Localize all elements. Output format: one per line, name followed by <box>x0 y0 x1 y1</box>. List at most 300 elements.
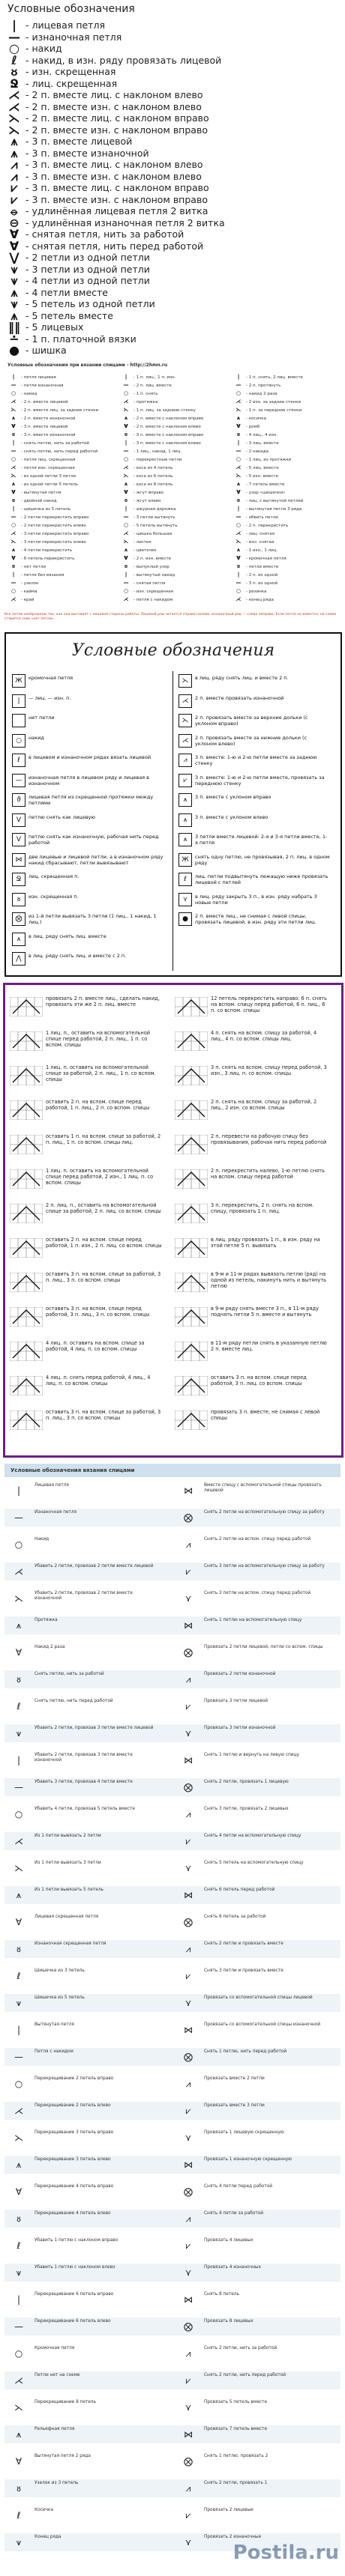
sheet-item-label: - 2 п. вместе лиц. за задние стенки <box>21 408 99 413</box>
stitch-symbol-icon: ○ <box>14 1539 23 1550</box>
table-left-label: Шишечка из 5 петель <box>34 1995 85 2000</box>
two-from-one-icon: ⋁ <box>9 250 20 264</box>
stitch-symbol-icon: ○ <box>236 456 242 462</box>
chart-glyph <box>175 1273 208 1292</box>
sheet-item-label: - накид 2 раза <box>246 392 278 396</box>
legend-label: - 2 п. вместе изн. с наклоном влево <box>26 100 202 112</box>
table-left-label: Убавить 4 петли, провязав 5 петель вместе <box>34 1807 135 1811</box>
sheet-item <box>231 447 340 455</box>
chart-glyph-icon <box>175 1204 208 1223</box>
legend-cell <box>178 714 336 730</box>
stitch-symbol-icon: ℓ <box>16 2240 21 2251</box>
table-left-label: Снять петлю, нить перед работой <box>34 1699 113 1703</box>
chart-glyph-icon <box>10 1376 43 1395</box>
stitch-symbol-icon: ○ <box>14 2348 23 2359</box>
purple-frame <box>3 983 344 1458</box>
sheet-item <box>231 414 340 422</box>
legend-cell-label: в лиц. ряду закрыть 3 п., в изн. ряду набрать 3 новые петли <box>195 893 317 906</box>
stitch-symbol-icon: ⋌ <box>10 398 16 404</box>
sheet-header: Условные обозначения при вязании спицами - http://2hmn.ru <box>8 363 168 368</box>
table-row <box>4 1967 340 1985</box>
stitch-symbol-icon: ⩚ <box>124 481 128 487</box>
cable-symbol-icon: ⨂ <box>184 2456 193 2467</box>
table-left-label: Протяжка <box>34 1618 58 1622</box>
legend-cell <box>178 774 336 790</box>
twisted-knit-icon: Ջ <box>10 76 19 91</box>
legend-cell <box>12 714 170 730</box>
stitch-symbol-icon: ⋌ <box>14 2106 23 2116</box>
cable-symbol-icon: ⋎ <box>184 1728 192 1739</box>
table-left-label: Убавить 3 петли, провязав 4 петли вместе <box>34 1780 133 1784</box>
stitch-symbol-icon: ○ <box>236 522 242 528</box>
purple-item <box>175 1030 328 1064</box>
sheet-item <box>118 439 227 447</box>
table-right-label: Снять 1 петлю, провязать 2 <box>204 2454 268 2458</box>
stitch-symbol-icon: ⋋ <box>10 539 16 545</box>
cable-symbol-icon: ⨂ <box>184 1917 193 1927</box>
legend-cell <box>12 754 170 770</box>
p3tog-right-icon: ⩗ <box>10 192 18 207</box>
table-row <box>4 2237 340 2255</box>
stitch-symbol-icon: ᴕ <box>124 431 128 437</box>
legend-cell <box>178 912 336 929</box>
sheet-item <box>118 554 227 563</box>
legend-cell-label: 2 п. провязать вместе за нижние дольки (с уклоном влево) <box>195 734 308 747</box>
table-left-label: Убавить 2 петли, провязав 3 петли вместе лицевой <box>34 1726 154 1730</box>
stitch-symbol-icon: ⩛ <box>16 1728 22 1739</box>
stitch-symbol-icon: | <box>237 440 240 446</box>
table-right-label: Провязать 1 изнаночную скрещенную <box>204 2157 292 2162</box>
sheet-item <box>6 406 115 414</box>
sheet-item <box>6 398 115 406</box>
stitch-box-icon: ⋈ <box>12 853 26 867</box>
legend-cell-label: лиц. скрещенная п. <box>28 873 80 879</box>
sheet-item <box>118 538 227 546</box>
purple-item-label: в лиц. ряду провязать 1 п., в изн. ряду на этой петле 5 п. вывязать <box>211 1237 320 1249</box>
sheet-item <box>231 538 340 546</box>
stitch-symbol-icon: | <box>16 1755 21 1766</box>
sheet-item-label: - край <box>21 598 34 602</box>
table-left-label: Убавить 2 петли, провязав 2 петли вместе изнаночной <box>34 1591 133 1601</box>
sheet-item <box>118 497 227 505</box>
purple-item-label: в 9-м и 11-м рядах вывязать петлю (ряд) на одной из петель, накинуть нить и вытянуть петлю <box>211 1271 327 1289</box>
cable-symbol-icon: ⩘ <box>185 2483 191 2494</box>
chart-glyph-icon <box>10 1273 43 1292</box>
purple-item <box>10 1030 164 1064</box>
chart-glyph-icon <box>10 1169 43 1189</box>
sheet-item <box>118 571 227 579</box>
cable-symbol-icon: ⨂ <box>184 1512 193 1523</box>
sheet-item-label: - 2 п. вместе с наклоном вправо <box>134 416 204 421</box>
sheet-item-label: - 1 п. лиц., 1 п. изн. <box>134 375 176 380</box>
sheet-item-label: - выпуклый узор <box>134 565 170 569</box>
stitch-symbol-icon: | <box>16 2025 21 2035</box>
chart-glyph <box>10 1376 43 1395</box>
chart-glyph-icon <box>10 1307 43 1327</box>
table-row <box>4 1832 340 1850</box>
stitch-symbol-icon: ⋋ <box>14 2133 23 2143</box>
table-right-label: Вместе спицу с вспомогательной спицы провязать лицевой <box>204 1483 322 1493</box>
legend-label: - 5 лицевых <box>26 321 84 333</box>
stitch-box-icon: ⋎ <box>178 893 192 906</box>
table-row <box>4 1563 340 1581</box>
sheet-item <box>118 464 227 472</box>
stitch-symbol-icon: — <box>123 580 129 586</box>
stitch-symbol-icon: ∀ <box>236 489 241 495</box>
sheet-item <box>231 390 340 398</box>
legend-label: - 4 петли из одной петли <box>26 275 150 286</box>
legend-cell-label: 2 п. вместе провязать изнаночной <box>195 694 284 701</box>
twisted-purl-icon: ᴕ <box>10 64 18 79</box>
legend-cell-label: лиц. петли подвытянуть лежащую ниже провязать лицевой с петлей <box>195 873 328 885</box>
table-left-label: Из 1 петли вывязать 2 петли <box>34 1834 101 1838</box>
stitch-symbol-icon: — <box>236 514 242 520</box>
stitch-symbol-icon: ⋋ <box>14 1593 23 1604</box>
chart-glyph <box>175 1307 208 1327</box>
stitch-symbol-icon: ⩚ <box>124 415 128 421</box>
chart-glyph-icon <box>10 1204 43 1223</box>
stitch-box-icon: ⋀ <box>12 952 26 966</box>
table-right-label: Снять 6 петель за работой <box>204 1915 266 1919</box>
table-row <box>4 2452 340 2470</box>
stitch-symbol-icon: | <box>12 572 15 578</box>
table-left-label: Из 1 петли вывязать 5 петель <box>34 1888 104 1892</box>
sheet-item <box>231 439 340 447</box>
legend-cell-label: кромочная петля <box>28 675 74 681</box>
table-left-label: Вытянутая петля 2 ряда <box>34 2454 91 2458</box>
chart-glyph <box>10 1342 43 1361</box>
sheet-item <box>231 563 340 571</box>
stitch-symbol-icon: ∀ <box>15 1647 22 1658</box>
table-header <box>4 1464 340 1477</box>
chart-glyph <box>10 1307 43 1327</box>
sheet-item <box>6 414 115 422</box>
sheet-item <box>6 447 115 455</box>
legend-label: - 3 п. вместе лиц. с наклоном вправо <box>26 182 209 193</box>
table-row <box>4 2425 340 2443</box>
stitch-symbol-icon: — <box>10 514 16 520</box>
sheet-item-label: - ромб <box>246 425 260 429</box>
stitch-symbol-icon: ○ <box>236 390 242 396</box>
sheet-item-label: - вытянутая петля <box>21 491 62 495</box>
five-from-one-icon: ⩛ <box>10 297 18 311</box>
stitch-symbol-icon: | <box>12 506 15 512</box>
legend-cell <box>12 793 170 810</box>
sheet-item-label: - изн. скрещенная <box>134 590 173 594</box>
p2tog-right-icon: ⋋ <box>8 122 20 137</box>
sheet-item <box>6 521 115 530</box>
legend-cell-label: 3 п. вместе: 1-ю и 2-ю петли вместе, провязать за переднюю стенку <box>195 774 325 787</box>
sheet-item-label: - из одной петли 3 петли <box>21 474 76 479</box>
stitch-box-icon: ⋌ <box>178 694 192 708</box>
purple-item <box>175 1133 328 1168</box>
legend-cell <box>178 873 336 889</box>
sheet-item-label: - 2 п. изн. вместе <box>134 557 172 561</box>
table-row <box>4 1940 340 1958</box>
legend-title: Условные обозначения <box>8 3 135 15</box>
purple-item-label: 1 лиц. п., оставить на вспомогательной спице перед работой, 2 п. лиц., 1 п. со вспом. спицы <box>46 1030 151 1048</box>
table-row <box>4 2372 340 2389</box>
sheet-item <box>6 472 115 480</box>
sheet-item <box>6 546 115 554</box>
stitch-symbol-icon: ⋋ <box>14 1863 23 1873</box>
sheet-item <box>231 546 340 554</box>
stitch-symbol-icon: ⩚ <box>237 481 240 487</box>
stitch-symbol-icon: ∀ <box>236 555 241 561</box>
p3tog-left-icon: ⩘ <box>10 169 18 184</box>
stitch-symbol-icon: ᴕ <box>12 563 15 569</box>
chart-glyph <box>10 1273 43 1292</box>
legend-label: - 3 п. вместе изн. с наклоном влево <box>26 170 202 182</box>
table-left-label: Накид <box>34 1537 50 1542</box>
purple-item <box>10 1271 164 1306</box>
chart-glyph <box>175 1342 208 1361</box>
framed-legend <box>0 628 345 980</box>
stitch-box-icon: ⩚ <box>178 813 192 827</box>
sheet-column-3 <box>231 373 340 604</box>
sheet-item-label: - 6 петель перекрестить <box>21 557 75 561</box>
table-left-label: Убавить 1 петлю с наклоном влево <box>34 2265 116 2270</box>
sheet-item <box>118 587 227 595</box>
sheet-item <box>231 431 340 439</box>
table-header-text: Условные обозначения вязания спицами <box>10 1467 135 1473</box>
stitch-box-icon: ⋌ <box>178 734 192 748</box>
stitch-symbol-icon: — <box>123 448 129 454</box>
stitch-symbol-icon: ⋋ <box>236 539 242 545</box>
stitch-symbol-icon: ⩚ <box>12 481 15 487</box>
table-legend <box>0 1459 345 2576</box>
sheet-item-label: - 2 п. лиц. вместе <box>134 384 172 388</box>
cable-symbol-icon: ⋈ <box>184 1620 193 1631</box>
chart-glyph-icon <box>175 997 208 1016</box>
stitch-symbol-icon: ᴕ <box>124 563 128 569</box>
sheet-item <box>118 488 227 497</box>
sheet-item-label: - 2 п. вместе лицевой <box>21 400 68 404</box>
cable-symbol-icon: ⨂ <box>184 1647 193 1658</box>
legend-cell-label: накид <box>28 734 44 741</box>
table-right-label: Снять 2 петли на вспомогательную спицу за работу <box>204 1510 325 1515</box>
legend-cell <box>178 734 336 751</box>
stitch-symbol-icon: ⋌ <box>236 464 242 470</box>
purple-item <box>175 1409 328 1443</box>
sheet-item-label: - вытянутая петля 3 ряда <box>246 507 302 512</box>
legend-cell-label: в лиц. ряду снять лиц. вместе <box>28 933 106 939</box>
legend-label: - 2 п. вместе изн. с наклоном вправо <box>26 124 208 136</box>
chart-glyph <box>10 1238 43 1258</box>
stitch-symbol-icon: ∀ <box>15 1917 22 1927</box>
cable-symbol-icon: ⋈ <box>184 2294 193 2305</box>
table-right-label: Снять 2 петли, провязать 1 <box>204 2481 268 2485</box>
table-row <box>4 1589 340 1607</box>
stitch-symbol-icon: ⩚ <box>124 547 128 553</box>
sheet-item <box>6 390 115 398</box>
stitch-box-icon: V <box>12 813 26 827</box>
purple-item <box>10 1099 164 1133</box>
chart-glyph-icon <box>10 997 43 1016</box>
sheet-item <box>118 406 227 414</box>
purple-item <box>10 1306 164 1340</box>
chart-glyph <box>10 1100 43 1120</box>
sheet-column-2 <box>118 373 227 604</box>
table-left-label: Лицевая скрещенная петля <box>34 1915 99 1919</box>
chart-glyph-icon <box>175 1307 208 1327</box>
sheet-item-label: - 3 петли перекрестить вправо <box>21 532 89 536</box>
stitch-symbol-icon: ⩚ <box>237 415 240 421</box>
p3tog-icon: ⩚ <box>10 145 18 160</box>
stitch-symbol-icon: ⋋ <box>10 473 16 479</box>
table-row <box>4 1724 340 1742</box>
stitch-box-icon: — <box>12 774 26 787</box>
table-left-label: Перекрещивание 2 петель влево <box>34 2103 111 2108</box>
legend-label: - накид, в изн. ряду провязать лицевой <box>26 54 222 66</box>
sheet-item-label: - 3 п. из одной <box>246 581 278 586</box>
table-right-label: Снять 4 петли перед работой <box>204 2184 273 2189</box>
stitch-symbol-icon: ᴕ <box>237 563 240 569</box>
cable-symbol-icon: ⋎ <box>184 2133 192 2143</box>
purple-item-label: оставить 3 п. на вспом. спице за работой, 3 п. лиц., 3 п. со вспом. спицы <box>46 1271 161 1283</box>
table-right-label: Снять 1 петлю, нить перед работой <box>204 2049 287 2054</box>
sheet-item <box>6 595 115 604</box>
sheet-item <box>6 587 115 595</box>
table-right-label: Провязать со вспомогательной спицы изнаночной <box>204 2022 320 2027</box>
chart-glyph-icon <box>175 1238 208 1258</box>
table-left-label: Перекрещивание 6 петель влево <box>34 2319 111 2324</box>
stitch-symbol-icon: ℓ <box>16 2510 21 2521</box>
purple-item-label: оставить 2 п. на вспом. спице перед работой, 1 п. лиц., 2 п. со вспом. спицы <box>46 1099 150 1111</box>
table-right-label: Провязать 3 петли изнаночной <box>204 1726 276 1730</box>
k3tog-icon: ⩚ <box>10 134 18 148</box>
table-row <box>4 2075 340 2093</box>
stitch-symbol-icon: — <box>10 580 16 586</box>
sheet-item <box>118 521 227 530</box>
sheet-item <box>6 571 115 579</box>
sheet-item <box>231 571 340 579</box>
cable-symbol-icon: ⋎ <box>184 2402 192 2413</box>
sheet-item-label: - лиц. с вытянутой петлей <box>246 499 304 503</box>
sheet-item-label: - снять петлю, нить перед работой <box>21 449 98 454</box>
table-row <box>4 2291 340 2309</box>
legend-label: - 4 петли вместе <box>26 286 108 298</box>
stitch-symbol-icon: ∀ <box>236 423 241 429</box>
legend-label: - изн. скрещенная <box>26 66 116 77</box>
legend-cell <box>12 674 170 691</box>
sheet-item-label: - 1 п. за передние стенки <box>246 408 302 413</box>
legend-label: - изнаночная петля <box>26 31 122 43</box>
table-left-label: Из 1 петли вывязать 3 петли <box>34 1861 101 1865</box>
sheet-item <box>231 406 340 414</box>
stitch-symbol-icon: ⩛ <box>16 2537 22 2548</box>
legend-row <box>0 343 345 358</box>
sheet-item-label: - обвить петли <box>246 515 278 520</box>
table-left-label: Рельефная петля <box>34 2427 75 2431</box>
sheet-item-label: - косичка <box>246 416 266 421</box>
table-left-label: Узелок из 3 петель <box>34 2481 79 2485</box>
purple-item <box>175 1271 328 1306</box>
legend-cell-label: 2 п. вместе лиц., не снимая с левой спицы, провязать лицевой, в изн. ряду эти петли лиц. <box>195 913 316 925</box>
purple-item <box>175 1375 328 1409</box>
sheet-item <box>118 595 227 604</box>
sheet-item-label: - 2 петли перекрестить вправо <box>21 515 89 520</box>
circle-icon: ○ <box>9 41 20 55</box>
table-left-label: Убавить 2 петли, провязав 3 петли вместе изнаночной <box>34 1753 133 1763</box>
legend-cell-label: из 1-й петли вывязать 3 петли (1 лиц., 1 накид, 1 лиц.) <box>28 913 157 925</box>
sheet-item-label: - петля изнаночная <box>21 384 64 388</box>
cable-symbol-icon: ⋈ <box>184 1485 193 1496</box>
chart-glyph <box>175 1066 208 1085</box>
cable-symbol-icon: ⨂ <box>184 2052 193 2062</box>
sheet-item <box>118 390 227 398</box>
sheet-item-label: - ажурная дорожка <box>134 507 176 512</box>
sheet-item <box>118 505 227 513</box>
table-row <box>4 2318 340 2336</box>
sheet-item <box>231 530 340 538</box>
table-right-label: Провязать 7 петель вместе <box>204 2427 268 2431</box>
sheet-item <box>231 455 340 464</box>
sheet-item-label: - 4 петли перекрестить <box>21 548 73 553</box>
table-row <box>4 1482 340 1500</box>
stitch-symbol-icon: | <box>16 2294 21 2305</box>
k3tog-right-icon: ⩗ <box>10 181 18 195</box>
stitch-box-icon <box>12 714 26 727</box>
table-left-label: Перекрещивание 2 петель вправо <box>34 2076 114 2081</box>
sheet-item-label: - жгут влево <box>134 499 161 503</box>
stitch-symbol-icon: ⩚ <box>16 2160 22 2170</box>
table-row <box>4 1913 340 1931</box>
stitch-box-icon: ⋋ <box>178 674 192 688</box>
legend-label: - 3 п. вместе изнаночной <box>26 147 149 159</box>
stitch-symbol-icon: — <box>14 1782 23 1792</box>
chart-glyph <box>10 1410 43 1430</box>
stitch-symbol-icon: — <box>10 382 16 388</box>
sheet-item-label: - резинка <box>246 590 267 594</box>
table-row <box>4 2129 340 2147</box>
purple-item-label: 2 п. перевести на рабочую спицу без провязывания, рабочая нить перед работой <box>211 1133 327 1145</box>
purple-item-label: 4 лиц. п. оставить на вспом. спице за работой, 4 лиц. п. со вспом. спицы <box>46 1340 145 1352</box>
legend-label: - удлинённая изнаночная петля 2 витка <box>26 216 225 228</box>
cable-symbol-icon: ⩘ <box>185 1539 191 1550</box>
purple-item <box>175 1099 328 1133</box>
stitch-box-icon: ⩚ <box>12 933 26 946</box>
legend-label: - снятая петля, нить перед работой <box>26 240 204 252</box>
stitch-symbol-icon: | <box>237 374 240 380</box>
sheet-item-label: - вытянутый накид <box>134 573 176 578</box>
table-left-label: Петля с накидом <box>34 2049 74 2054</box>
table-left-label: Перекрещивание 4 петель вправо <box>34 2184 114 2189</box>
stitch-symbol-icon: | <box>124 374 128 380</box>
cable-symbol-icon: ⩗ <box>185 1701 191 1712</box>
cable-symbol-icon: ⨂ <box>184 1782 193 1792</box>
sheet-item-label: - 4 лиц., 4 изн. <box>246 433 278 437</box>
four-together-icon: ⩚ <box>10 285 18 300</box>
legend-frame <box>4 632 342 977</box>
table-right-label: Провязать 2 петли лицевой, петли со вспом. спицы <box>204 1645 323 1649</box>
stitch-symbol-icon: ○ <box>123 456 129 462</box>
table-right-label: Провязать 1 лицевую скрещенную <box>204 2130 284 2135</box>
stitch-symbol-icon: ⋋ <box>236 473 242 479</box>
cable-symbol-icon: ⨂ <box>184 2186 193 2197</box>
stitch-symbol-icon: ⋌ <box>10 464 16 470</box>
stitch-symbol-icon: ⋋ <box>236 407 242 413</box>
legend-label: - лиц. скрещенная <box>26 77 118 89</box>
table-row <box>4 2183 340 2201</box>
sheet-item <box>231 595 340 604</box>
legend-cell-label: в лиц. ряду снять лиц. и вместе с 2 п. <box>28 953 127 959</box>
cable-symbol-icon: ⨂ <box>184 2321 193 2332</box>
sheet-item <box>231 488 340 497</box>
table-row <box>4 1616 340 1634</box>
legend-cell <box>178 853 336 870</box>
sheet-item-label: - петля лиц. скрещенная <box>21 458 76 462</box>
